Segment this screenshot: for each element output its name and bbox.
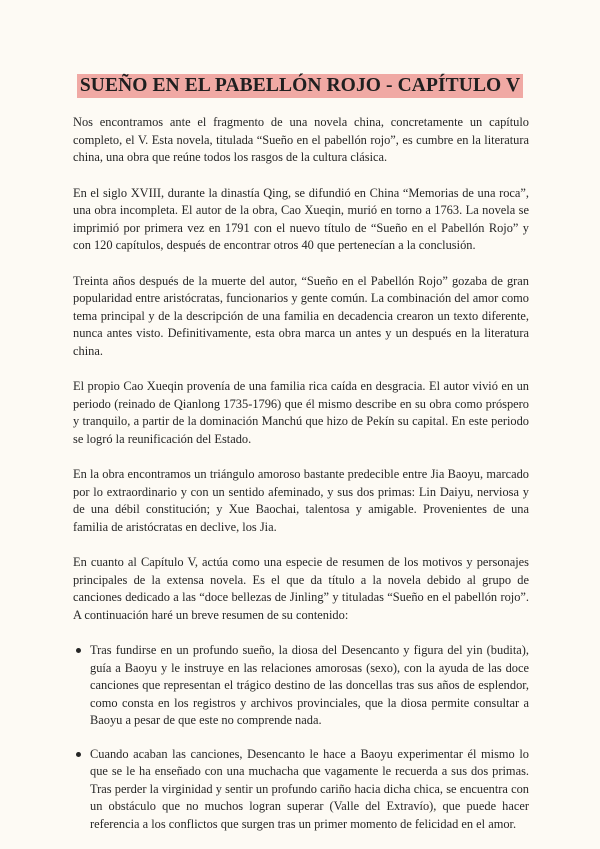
- bullet-text: Cuando acaban las canciones, Desencanto le hace a Baoyu experimentar él mismo lo que se le ha enseñado con una muchacha que vagamente le recuerda a sus dos primas. Tras perder la virginidad y sentir un profundo cariño hacia dicha chica, se encuentra con un obstáculo que no muchos logran superar (Valle del Extravío), que puede hacer referencia a los conflictos que surgen tras un primer momento de felicidad en el amor.: [90, 746, 529, 831]
- bullet-dot-icon: [76, 752, 81, 757]
- page-title: SUEÑO EN EL PABELLÓN ROJO - CAPÍTULO V: [77, 74, 523, 98]
- title-wrapper: [0, 74, 600, 98]
- list-item: [73, 746, 529, 834]
- bullet-dot-icon: [76, 648, 81, 653]
- paragraph-history: En el siglo XVIII, durante la dinastía Qing, se difundió en China “Memorias de una roca”, una obra incompleta. El autor de la obra, Cao Xueqin, murió en torno a 1763. La novela se imprimió por primera vez en 1791 con el nuevo título de “Sueño en el Pabellón Rojo” y con 120 capítulos, después de encontrar otros 40 que pertenecían a la conclusión.: [73, 185, 529, 252]
- paragraph-intro: Nos encontramos ante el fragmento de una novela china, concretamente un capítulo completo, el V. Esta novela, titulada “Sueño en el pabellón rojo”, es cumbre en la literatura china, una obra que reúne todos los rasgos de la cultura clásica.: [73, 115, 529, 164]
- summary-bullet-list: [73, 642, 529, 833]
- paragraph-chapter-five: En cuanto al Capítulo V, actúa como una especie de resumen de los motivos y personajes principales de la extensa novela. Es el que da título a la novela debido al grupo de canciones dedicado a las “doce bellezas de Jinling” y tituladas “Sueño en el pabellón rojo”. A continuación haré un breve resumen de su contenido:: [73, 555, 529, 622]
- document-body: [73, 114, 529, 849]
- paragraph-love-triangle: En la obra encontramos un triángulo amoroso bastante predecible entre Jia Baoyu, marcado por lo extraordinario y con un sentido afeminado, y sus dos primas: Lin Daiyu, nerviosa y de una débil constitución; y Xue Baochai, talentosa y amigable. Provenientes de una familia de aristócratas en declive, los Jia.: [73, 467, 529, 534]
- paragraph-popularity: Treinta años después de la muerte del autor, “Sueño en el Pabellón Rojo” gozaba de gran popularidad entre aristócratas, funcionarios y gente común. La combinación del amor como tema principal y de la descripción de una familia en decadencia crearon un texto diferente, nunca antes visto. Definitivamente, esta obra marca un antes y un después en la literatura china.: [73, 273, 529, 358]
- list-item: [73, 642, 529, 730]
- paragraph-author: El propio Cao Xueqin provenía de una familia rica caída en desgracia. El autor vivió en un periodo (reinado de Qianlong 1735-1796) que él mismo describe en su obra como próspero y tranquilo, a partir de la dominación Manchú que hizo de Pekín su capital. En este periodo se logró la reunificación del Estado.: [73, 379, 529, 446]
- bullet-text: Tras fundirse en un profundo sueño, la diosa del Desencanto y figura del yin (budita), guía a Baoyu y le instruye en las relaciones amorosas (sexo), con la ayuda de las doce canciones que representan el trágico destino de las doncellas tras sus años de esplendor, como consta en los registros y archivos provinciales, que la diosa permite consultar a Baoyu a pesar de que este no comprende nada.: [90, 643, 529, 727]
